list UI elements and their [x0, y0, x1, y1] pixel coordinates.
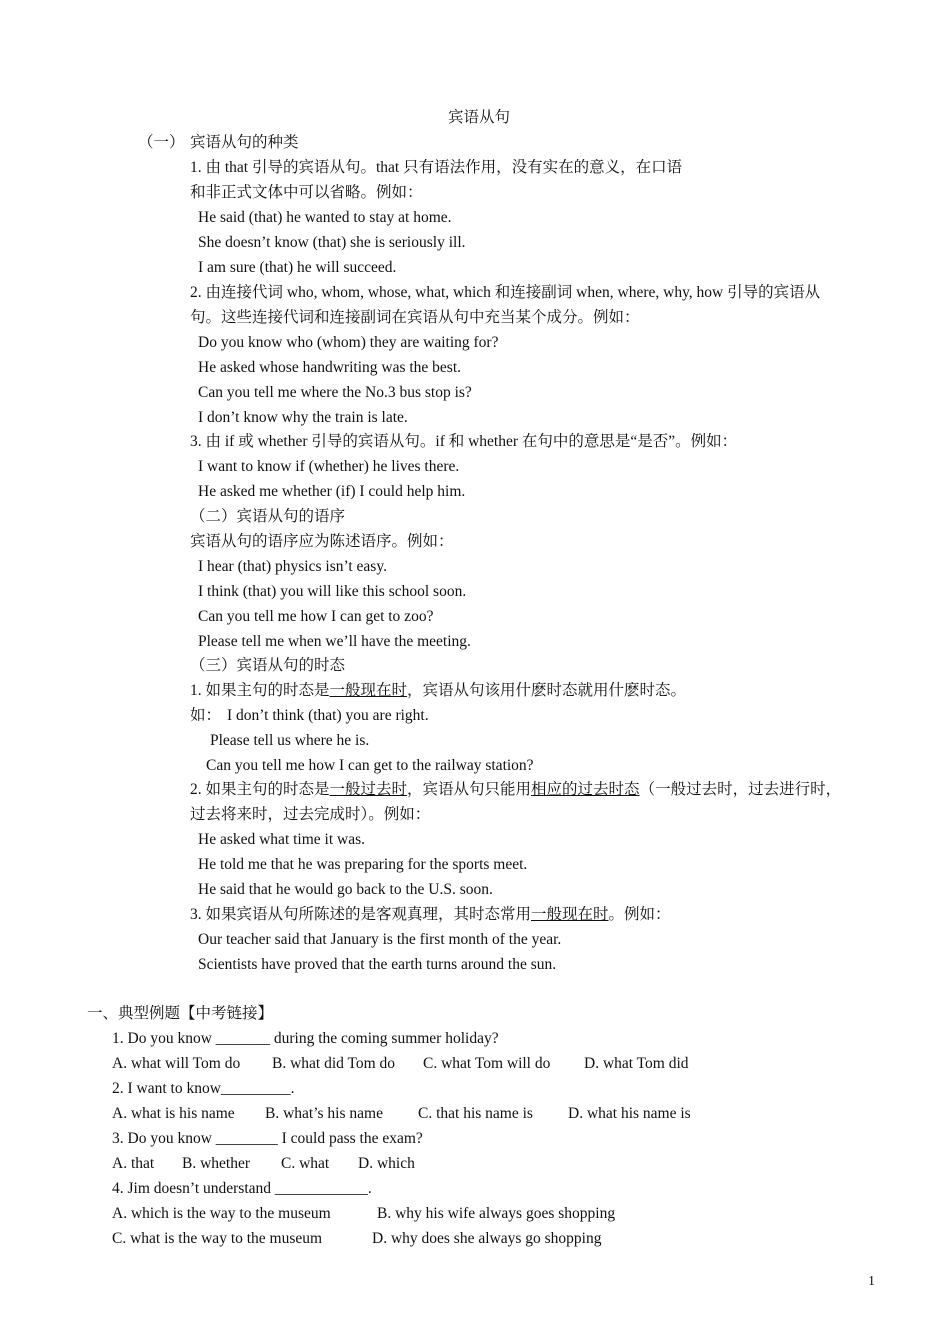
text: 3. 如果宾语从句所陈述的是客观真理，其时态常用 — [190, 906, 532, 923]
option: D. what his name is — [568, 1105, 691, 1122]
example-sentence: Do you know who (whom) they are waiting for? — [198, 334, 499, 351]
example-sentence: I want to know if (whether) he lives there. — [198, 458, 460, 475]
text: 2. 如果主句的时态是 — [190, 781, 330, 798]
document-title: 宾语从句 — [448, 109, 511, 126]
paragraph: 宾语从句的语序应为陈述语序。例如： — [190, 533, 454, 550]
example-sentence: Our teacher said that January is the first month of the year. — [198, 931, 562, 948]
paragraph: 1. 由 that 引导的宾语从句。that 只有语法作用，没有实在的意义，在口语 — [190, 159, 683, 176]
text: ，宾语从句该用什麽时态就用什麽时态。 — [407, 682, 687, 699]
example-sentence: He said that he would go back to the U.S. soon. — [198, 881, 493, 898]
example-sentence: I am sure (that) he will succeed. — [198, 259, 397, 276]
option: C. that his name is — [418, 1105, 533, 1122]
text: 1. 如果主句的时态是 — [190, 682, 330, 699]
example-sentence: She doesn’t know (that) she is seriously ill. — [198, 234, 466, 251]
option: B. whether — [182, 1155, 251, 1172]
example-sentence: He told me that he was preparing for the sports meet. — [198, 856, 528, 873]
text: ，宾语从句只能用 — [407, 781, 532, 798]
example-sentence: I think (that) you will like this school soon. — [198, 583, 467, 600]
exercises-heading: 一、典型例题【中考链接】 — [87, 1005, 274, 1022]
example-sentence: Please tell us where he is. — [210, 732, 370, 749]
option: B. why his wife always goes shopping — [377, 1205, 616, 1222]
paragraph: 2. 由连接代词 who, whom, whose, what, which 和连接副词 when, where, why, how 引导的宾语从 — [190, 284, 821, 301]
example-sentence: Can you tell me how I can get to zoo? — [198, 608, 434, 625]
underlined-term: 一般现在时 — [329, 682, 408, 699]
example-sentence: Can you tell me how I can get to the railway station? — [206, 757, 534, 774]
option: B. what did Tom do — [272, 1055, 396, 1072]
paragraph — [190, 780, 841, 800]
example-sentence: I don’t think (that) you are right. — [227, 707, 429, 724]
text: 。例如： — [608, 906, 671, 923]
example-sentence: Please tell me when we’ll have the meeting. — [198, 633, 471, 650]
example-sentence: He asked me whether (if) I could help him. — [198, 483, 466, 500]
example-sentence: He asked whose handwriting was the best. — [198, 359, 462, 376]
option: A. what will Tom do — [112, 1055, 241, 1072]
underlined-term: 一般现在时 — [531, 906, 609, 923]
example-sentence: He asked what time it was. — [198, 831, 366, 848]
question: 4. Jim doesn’t understand ____________. — [112, 1180, 372, 1197]
option: D. why does she always go shopping — [372, 1230, 602, 1247]
paragraph — [190, 681, 686, 701]
section-1-number: （一） — [138, 134, 185, 151]
paragraph: 和非正式文体中可以省略。例如： — [190, 184, 423, 201]
example-lead: 如： — [190, 707, 222, 724]
example-sentence: I don’t know why the train is late. — [198, 409, 408, 426]
text: （一般过去时，过去进行时， — [639, 781, 842, 798]
option: C. what is the way to the museum — [112, 1230, 323, 1247]
question: 1. Do you know _______ during the coming summer holiday? — [112, 1030, 499, 1047]
option: D. which — [358, 1155, 415, 1172]
section-1-heading: 宾语从句的种类 — [190, 134, 299, 151]
example-sentence: I hear (that) physics isn’t easy. — [198, 558, 387, 575]
paragraph: 句。这些连接代词和连接副词在宾语从句中充当某个成分。例如： — [190, 309, 640, 326]
option: A. which is the way to the museum — [112, 1205, 331, 1222]
paragraph: 过去将来时，过去完成时）。例如： — [190, 806, 431, 823]
option: C. what Tom will do — [423, 1055, 551, 1072]
section-2-heading: （二）宾语从句的语序 — [190, 508, 346, 525]
underlined-term: 一般过去时 — [329, 781, 408, 798]
paragraph: 3. 由 if 或 whether 引导的宾语从句。if 和 whether 在句中的意思是“是否”。例如： — [190, 433, 738, 450]
option: A. that — [112, 1155, 155, 1172]
example-sentence: Scientists have proved that the earth turns around the sun. — [198, 956, 557, 973]
option: A. what is his name — [112, 1105, 235, 1122]
example-sentence: He said (that) he wanted to stay at home. — [198, 209, 452, 226]
underlined-term: 相应的过去时态 — [531, 781, 640, 798]
question: 3. Do you know ________ I could pass the exam? — [112, 1130, 423, 1147]
option: C. what — [281, 1155, 330, 1172]
option: D. what Tom did — [584, 1055, 689, 1072]
option: B. what’s his name — [265, 1105, 383, 1122]
example-sentence: Can you tell me where the No.3 bus stop is? — [198, 384, 472, 401]
question: 2. I want to know_________. — [112, 1080, 295, 1097]
section-3-heading: （三）宾语从句的时态 — [190, 657, 346, 674]
page-number: 1 — [868, 1274, 875, 1289]
paragraph — [190, 905, 671, 925]
